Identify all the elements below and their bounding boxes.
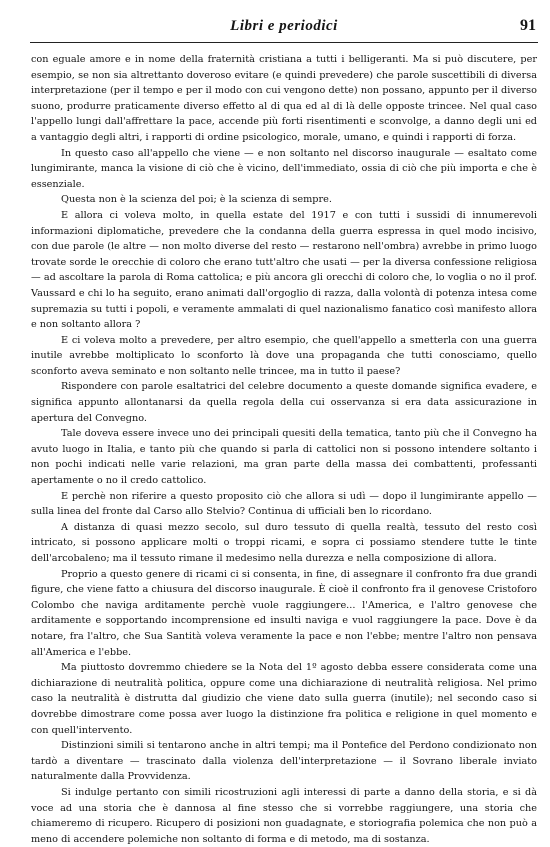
paragraph: Proprio a questo genere di ricami ci si consenta, in fine, di assegnare il confronto fra due grandi figure, che viene fatto a chiusura del discorso inaugurale. È cioè il confronto fra il genovese Cristoforo Colombo che naviga arditamente perchè vuole raggiungere... l'America, e l'altro genovese che arditamente e sopportando incomprensione ed insulti naviga e vuol raggiungere la pace. Dove è da notare, fra l'altro, che Sua Santità voleva veramente la pace e non l'ebbe; mentre l'altro non pensava all'America e l'ebbe.	[31, 568, 537, 658]
page-number: 91	[520, 17, 536, 34]
paragraph: Ma piuttosto dovremmo chiedere se la Nota del 1º agosto debba essere considerata come una dichiarazione di neutralità politica, oppure come una dichiarazione di neutralità religiosa. Nel primo caso la neutralità è distrutta dal giudizio che viene dato sulla guerra (inutile); nel secondo caso si dovrebbe dimostrare come possa aver luogo la distinzione fra politica e religione in quel momento e con quell'intervento.	[31, 662, 537, 736]
paragraph: Tale doveva essere invece uno dei principali quesiti della tematica, tanto più che il Convegno ha avuto luogo in Italia, e tanto più che quando si parla di cattolici non si possono intendere soltanto i non pochi indicati nelle varie relazioni, ma gran parte della massa dei combattenti, professanti apertamente o no il credo cattolico.	[31, 428, 537, 487]
paragraph: Rispondere con parole esaltatrici del celebre documento a queste domande significa evadere, e significa appunto allontanarsi da quella regola della cui osservanza si era data assicurazione in apertura del Convegno.	[31, 381, 537, 424]
paragraph: Distinzioni simili si tentarono anche in altri tempi; ma il Pontefice del Perdono condizionato non tardò a diventare — trascinato dalla violenza dell'interpretazione — il Sovrano liberale inviato naturalmente dalla Provvidenza.	[31, 740, 537, 783]
paragraph: Questa non è la scienza del poi; è la scienza di sempre.	[61, 194, 332, 206]
paragraph: Si indulge pertanto con simili ricostruzioni agli interessi di parte a danno della storia, e si dà voce ad una storia che è dannosa al fine stesso che si vorrebbe raggiungere, una storia che chiameremo di ricupero. Ricupero di posizioni non guadagnate, e storiografia polemica che non può a meno di accendere polemiche non soltanto di forma e di metodo, ma di sostanza.	[31, 786, 537, 845]
running-title: Libri e periodici	[230, 18, 338, 34]
paragraph: E ci voleva molto a prevedere, per altro esempio, che quell'appello a smetterla con una guerra inutile avrebbe moltiplicato lo sconforto là dove una propaganda che tutti conosciamo, quello sconforto aveva seminato e non soltanto nelle trincee, ma in tutto il paese?	[31, 334, 537, 377]
paragraph: E perchè non riferire a questo proposito ciò che allora si udì — dopo il lungimirante appello — sulla linea del fronte dal Carso allo Stelvio? Continua di ufficiali ben lo ricordano.	[31, 490, 537, 518]
paragraph: E allora ci voleva molto, in quella estate del 1917 e con tutti i sussidi di innumerevoli informazioni diplomatiche, prevedere che la condanna della guerra espressa in quel modo incisivo, con due parole (le altre — non molto diverse del resto — restarono nell'ombra) avrebbe in primo luogo trovate sorde le orecchie di coloro che erano tutt'altro che usati — per la diversa confessione religiosa — ad ascoltare la parola di Roma cattolica; e più ancora gli orecchi di coloro che, lo voglia o no il prof. Vaussard e chi lo ha seguito, erano animati dall'orgoglio di razza, dalla volontà di potenza intesa come supremazia su tutti i popoli, e veramente ammalati di quel nazionalismo fanatico così manifesto allora e non soltanto allora ?	[31, 209, 537, 331]
paragraph: A distanza di quasi mezzo secolo, sul duro tessuto di quella realtà, tessuto del resto così intricato, si possono applicare molti o troppi ricami, e sopra ci possiamo stendere tutte le tinte dell'arcobaleno; ma il tessuto rimane il medesimo nella durezza e nella composizione di allora.	[31, 521, 537, 564]
running-header	[30, 16, 538, 43]
paragraph: con eguale amore e in nome della fraternità cristiana a tutti i belligeranti. Ma si può discutere, per esempio, se non sia altrettanto doveroso evitare (e quindi prevedere) che parole suscettibili di diversa interpretazione (per il tempo e per il modo con cui vengono dette) non possano, appunto per il diverso suono, produrre praticamente diverso effetto al di qua ed al di là delle opposte trincee. Nel qual caso l'appello lungi dall'affrettare la pace, accende più forti risentimenti e sconvolge, a danno degli uni ed a vantaggio degli altri, i rapporti di ordine psicologico, morale, umano, e quindi i rapporti di forza.	[31, 54, 537, 143]
body-text	[31, 52, 537, 847]
paragraph: In questo caso all'appello che viene — e non soltanto nel discorso inaugurale — esaltato come lungimirante, manca la visione di ciò che è vicino, dell'immediato, ossia di ciò che più importa e che è essenziale.	[31, 147, 537, 190]
